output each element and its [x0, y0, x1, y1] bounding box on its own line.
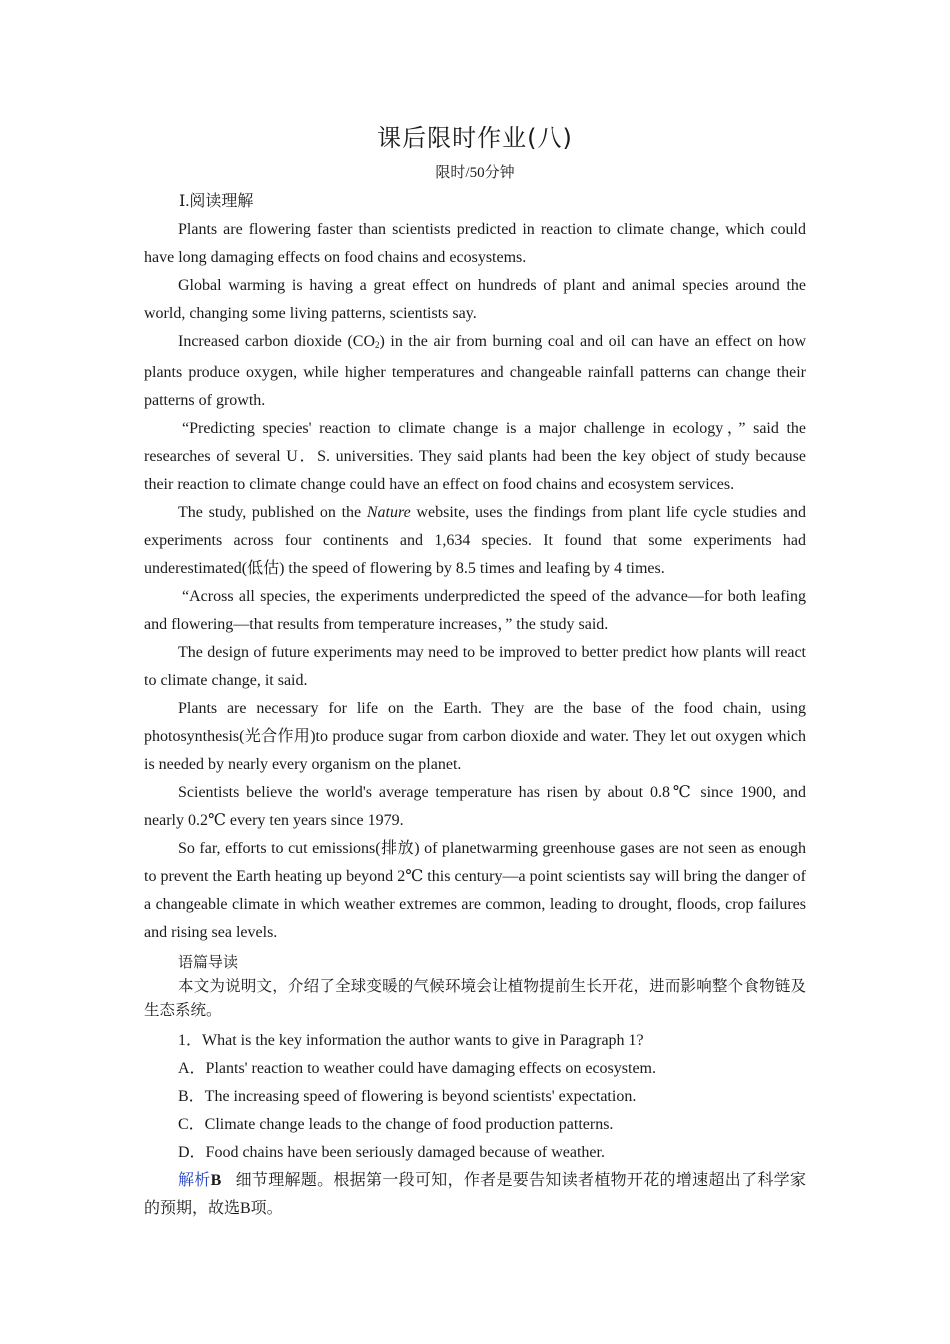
nature-italic: Nature — [366, 504, 411, 521]
passage-paragraph-4: “Predicting species' reaction to climate change is a major challenge in ecology，” said the researches of several U．S. universities. They said plants had been the key object of study because their reaction to climate change could have an effect on food chains and ecosystem services. — [144, 420, 807, 493]
question-1-analysis — [144, 1167, 806, 1223]
analysis-text: 细节理解题。根据第一段可知，作者是要告知读者植物开花的增速超出了科学家的预期，故选B项。 — [144, 1172, 806, 1217]
passage-paragraph-2: Global warming is having a great effect on hundreds of plant and animal species around the world, changing some living patterns, scientists say. — [144, 277, 806, 322]
passage-paragraph-5 — [144, 499, 806, 583]
document-page — [144, 118, 806, 1223]
question-1-stem: 1．What is the key information the author wants to give in Paragraph 1? — [178, 1032, 644, 1049]
answer-letter: B — [210, 1172, 222, 1189]
passage-paragraph-9: Scientists believe the world's average temperature has risen by about 0.8℃ since 1900, and nearly 0.2℃ every ten years since 1979. — [144, 784, 806, 829]
paragraph-5-part-b: website, uses the findings from plant life cycle studies and experiments across four continents and 1,634 species. It found that some experiments had underestimated(低估) the speed of flowering by 8.5 times and leafing by 4 times. — [144, 504, 806, 577]
passage-paragraph-1: Plants are flowering faster than scientists predicted in reaction to climate change, which could have long damaging effects on food chains and ecosystems. — [144, 221, 806, 266]
passage-paragraph-10: So far, efforts to cut emissions(排放) of planetwarming greenhouse gases are not seen as enough to prevent the Earth heating up beyond 2℃ this century—a point scientists say will bring the danger of a changeable climate in which weather extremes are common, leading to drought, floods, crop failures and rising sea levels. — [144, 840, 806, 941]
guide-text: 本文为说明文，介绍了全球变暖的气候环境会让植物提前生长开花，进而影响整个食物链及生态系统。 — [144, 978, 806, 1019]
question-1-option-c: C．Climate change leads to the change of food production patterns. — [178, 1116, 614, 1133]
question-1-option-d: D．Food chains have been seriously damaged because of weather. — [178, 1144, 605, 1161]
page-title: 课后限时作业(八) — [377, 124, 573, 152]
question-1-option-a: A．Plants' reaction to weather could have damaging effects on ecosystem. — [178, 1060, 656, 1077]
time-limit: 限时/50分钟 — [435, 165, 515, 181]
co2-subscript: 2 — [375, 340, 380, 350]
guide-label: 语篇导读 — [178, 955, 239, 971]
passage-paragraph-7: The design of future experiments may need to be improved to better predict how plants will react to climate change, it said. — [144, 644, 806, 689]
question-1-option-b: B．The increasing speed of flowering is beyond scientists' expectation. — [178, 1088, 637, 1105]
paragraph-5-part-a: The study, published on the — [178, 504, 367, 521]
passage-paragraph-8: Plants are necessary for life on the Earth. They are the base of the food chain, using photosynthesis(光合作用)to produce sugar from carbon dioxide and water. They let out oxygen which is needed by nearly every organism on the planet. — [144, 700, 806, 773]
passage-paragraph-3 — [144, 328, 806, 415]
paragraph-3-part-b: ) in the air from burning coal and oil can have an effect on how plants produce oxygen, while higher temperatures and changeable rainfall patterns can change their patterns of growth. — [144, 333, 806, 409]
section-heading: Ⅰ.阅读理解 — [179, 193, 254, 210]
passage-paragraph-6: “Across all species, the experiments underpredicted the speed of the advance—for both leafing and flowering—that results from temperature increases，” the study said. — [144, 588, 806, 633]
analysis-label: 解析 — [178, 1172, 211, 1189]
paragraph-3-part-a: Increased carbon dioxide (CO — [178, 333, 375, 350]
